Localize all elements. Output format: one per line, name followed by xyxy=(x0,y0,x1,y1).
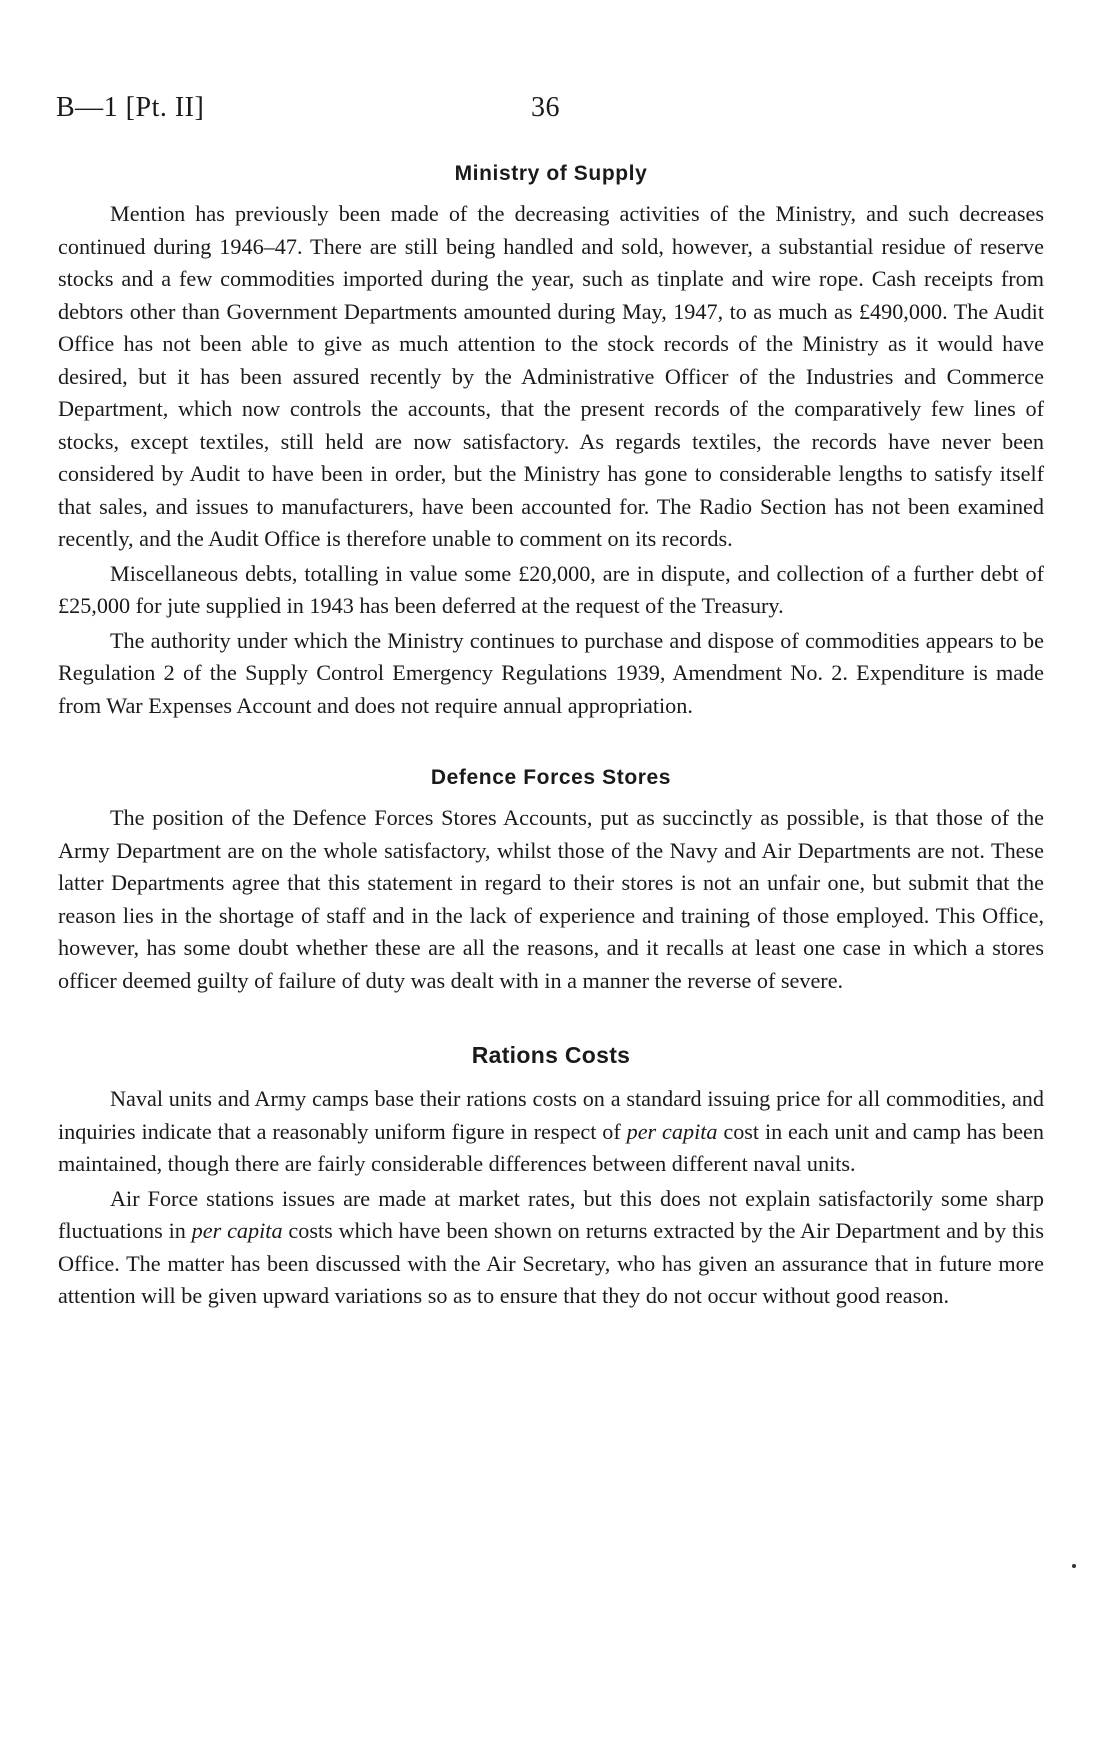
page-number: 36 xyxy=(531,92,560,123)
paragraph: The authority under which the Ministry continues to purchase and dispose of commodities appears to be Regulation 2 of the Supply Control Emergency Regulations 1939, Amendment No. 2. Expenditure is made from War Expenses Account and does not require annual appropriation. xyxy=(58,627,1044,718)
paragraph-text: costs which have been shown on returns extracted by the Air Department and by this Office. The matter has been discussed with the Air Secretary, who has given an assurance that in future more attention will be given upward variations so as to ensure that they do not occur without good reason. xyxy=(58,1218,1044,1308)
scan-speck xyxy=(1072,1564,1076,1568)
paragraph: Mention has previously been made of the decreasing activities of the Ministry, and such decreases continued during 1946–47. There are still being handled and sold, however, a substantial residue of reserve stocks and a few commodities imported during the year, such as tinplate and wire rope. Cash receipts from debtors other than Government Departments amounted during May, 1947, to as much as £490,000. The Audit Office has not been able to give as much attention to the stock records of the Ministry as it would have desired, but it has been assured recently by the Administrative Officer of the Industries and Commerce Department, which now controls the accounts, that the present records of the comparatively few lines of stocks, except textiles, still held are now satisfactory. As regards textiles, the records have never been considered by Audit to have been in order, but the Ministry has gone to considerable lengths to satisfy itself that sales, and issues to manufacturers, have been accounted for. The Radio Section has not been examined recently, and the Audit Office is therefore unable to comment on its records. xyxy=(58,201,1044,551)
section-ministry-of-supply xyxy=(58,160,1044,722)
paragraph: The position of the Defence Forces Stores Accounts, put as succinctly as possible, is that those of the Army Department are on the whole satisfactory, whilst those of the Navy and Air Departments are not. These latter Departments agree that this statement in regard to their stores is not an unfair one, but submit that the reason lies in the shortage of staff and in the lack of experience and training of those employed. This Office, however, has some doubt whether these are all the reasons, and it recalls at least one case in which a stores officer deemed guilty of failure of duty was dealt with in a manner the reverse of severe. xyxy=(58,805,1044,993)
paragraph-text: Naval units and Army camps base their rations costs on a standard issuing price for all commodities, and inquiries indicate that a reasonably uniform figure in respect of xyxy=(58,1086,1044,1144)
page-body xyxy=(58,160,1044,1313)
paragraph xyxy=(58,1183,1044,1313)
paragraph-text: cost in each unit and camp has been maintained, though there are fairly considerable differences between different naval units. xyxy=(58,1118,1044,1176)
italic-phrase: per capita xyxy=(626,1118,718,1144)
document-reference: B—1 [Pt. II] xyxy=(56,92,205,123)
section-heading: Rations Costs xyxy=(471,1042,631,1068)
paragraph: Miscellaneous debts, totalling in value some £20,000, are in dispute, and collection of a further debt of £25,000 for jute supplied in 1943 has been deferred at the request of the Treasury. xyxy=(58,560,1044,618)
paragraph-text: Air Force stations issues are made at market rates, but this does not explain satisfactorily some sharp fluctuations in xyxy=(58,1185,1044,1243)
paragraph xyxy=(58,1083,1044,1181)
section-heading: Ministry of Supply xyxy=(454,162,648,185)
section-rations-costs xyxy=(58,1041,1044,1313)
italic-phrase: per capita xyxy=(191,1218,283,1243)
page-header xyxy=(56,92,1056,132)
section-defence-forces-stores xyxy=(58,764,1044,997)
section-heading: Defence Forces Stores xyxy=(430,766,672,789)
